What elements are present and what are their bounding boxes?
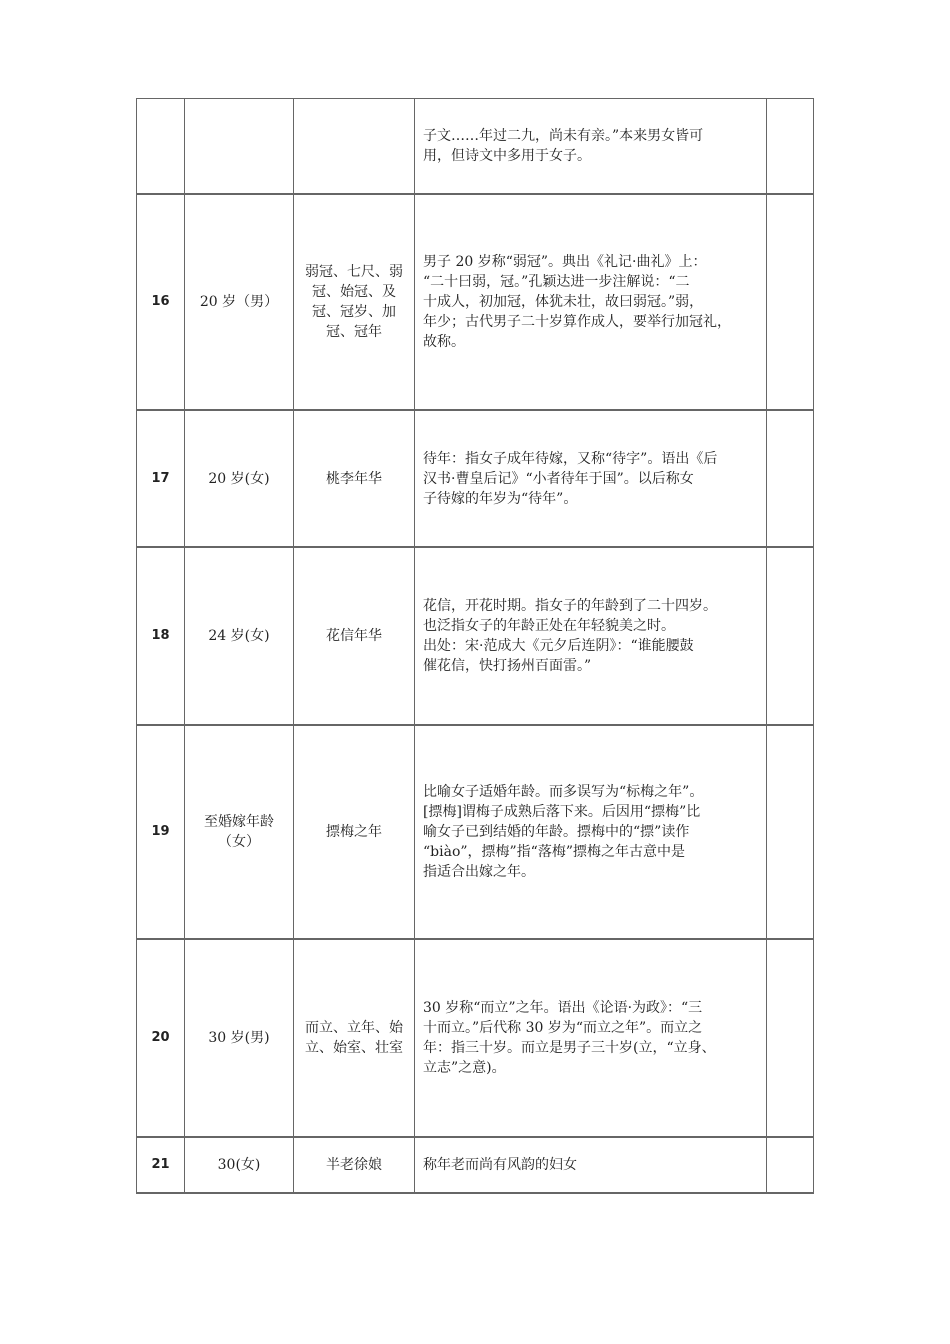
age-cell: 30 岁(男): [185, 940, 294, 1138]
blank-cell: [767, 726, 814, 940]
description-line: 待年：指女子成年待嫁，又称“待字”。语出《后: [423, 450, 718, 467]
description-cell: [415, 726, 767, 940]
description-line: 用，但诗文中多用于女子。: [423, 148, 591, 164]
description-cell: [415, 940, 767, 1138]
blank-cell: [767, 99, 814, 195]
table-row: [137, 411, 814, 548]
table-body: [137, 99, 814, 1194]
table-row: [137, 1138, 814, 1194]
description-line: 年少；古代男子二十岁算作成人，要举行加冠礼，: [423, 314, 731, 330]
row-number: 20: [137, 940, 185, 1138]
description-line: 子文……年过二九，尚未有亲。”本来男女皆可: [423, 128, 704, 144]
description-line: 出处：宋·范成大《元夕后连阴》：“谁能腰鼓: [423, 638, 694, 654]
description-line: 十成人，初加冠，体犹未壮，故曰弱冠。”弱，: [423, 294, 704, 310]
description-line: 子待嫁的年岁为“待年”。: [423, 490, 578, 507]
blank-cell: [767, 940, 814, 1138]
description-line: 年：指三十岁。而立是男子三十岁(立，“立身、: [423, 1040, 716, 1056]
description-line: 男子 20 岁称“弱冠”。典出《礼记·曲礼》上：: [423, 254, 707, 270]
blank-cell: [767, 548, 814, 726]
blank-cell: [767, 195, 814, 411]
age-cell: [185, 99, 294, 195]
row-number: 18: [137, 548, 185, 726]
description-cell: [415, 1138, 767, 1194]
term-cell: 半老徐娘: [294, 1138, 415, 1194]
description-line: 比喻女子适婚年龄。而多误写为“标梅之年”。: [423, 784, 704, 800]
term-cell: 桃李年华: [294, 411, 415, 548]
description-line: 汉书·曹皇后记》“小者待年于国”。以后称女: [423, 470, 694, 487]
description-line: 十而立。”后代称 30 岁为“而立之年”。而立之: [423, 1020, 703, 1036]
description-line: “二十曰弱，冠。”孔颖达进一步注解说：“二: [423, 274, 690, 290]
description-line: 花信，开花时期。指女子的年龄到了二十四岁。: [423, 598, 717, 614]
description-line: [摽梅]谓梅子成熟后落下来。后因用“摽梅”比: [423, 804, 701, 820]
blank-cell: [767, 1138, 814, 1194]
term-cell: 花信年华: [294, 548, 415, 726]
description-line: 也泛指女子的年龄正处在年轻貌美之时。: [423, 618, 675, 634]
description-cell: [415, 195, 767, 411]
row-number: 19: [137, 726, 185, 940]
table-row: [137, 940, 814, 1138]
age-cell: 20 岁(女): [185, 411, 294, 548]
description-line: 故称。: [423, 334, 465, 350]
description-line: 称年老而尚有风韵的妇女: [423, 1157, 577, 1173]
term-cell: 而立、立年、始立、始室、壮室: [294, 940, 415, 1138]
blank-cell: [767, 411, 814, 548]
table-row: [137, 99, 814, 195]
description-line: “biào”，摽梅”指“落梅”摽梅之年古意中是: [423, 844, 686, 860]
row-number: 16: [137, 195, 185, 411]
description-line: 30 岁称“而立”之年。语出《论语·为政》：“三: [423, 1000, 703, 1016]
description-cell: [415, 99, 767, 195]
table-row: [137, 726, 814, 940]
age-cell: 30(女): [185, 1138, 294, 1194]
age-terms-table: [136, 98, 814, 1194]
description-cell: [415, 548, 767, 726]
age-cell: 24 岁(女): [185, 548, 294, 726]
row-number: 17: [137, 411, 185, 548]
description-line: 喻女子已到结婚的年龄。摽梅中的“摽”读作: [423, 824, 690, 840]
age-cell: 20 岁（男）: [185, 195, 294, 411]
description-line: 催花信，快打扬州百面雷。”: [423, 658, 592, 674]
table-row: [137, 548, 814, 726]
description-cell: [415, 411, 767, 548]
description-line: 指适合出嫁之年。: [423, 864, 535, 880]
description-line: 立志”之意)。: [423, 1060, 506, 1076]
table-row: [137, 195, 814, 411]
row-number: [137, 99, 185, 195]
row-number: 21: [137, 1138, 185, 1194]
term-cell: [294, 99, 415, 195]
term-cell: 弱冠、七尺、弱冠、始冠、及冠、冠岁、加冠、冠年: [294, 195, 415, 411]
term-cell: 摽梅之年: [294, 726, 415, 940]
age-cell: 至婚嫁年龄（女）: [185, 726, 294, 940]
